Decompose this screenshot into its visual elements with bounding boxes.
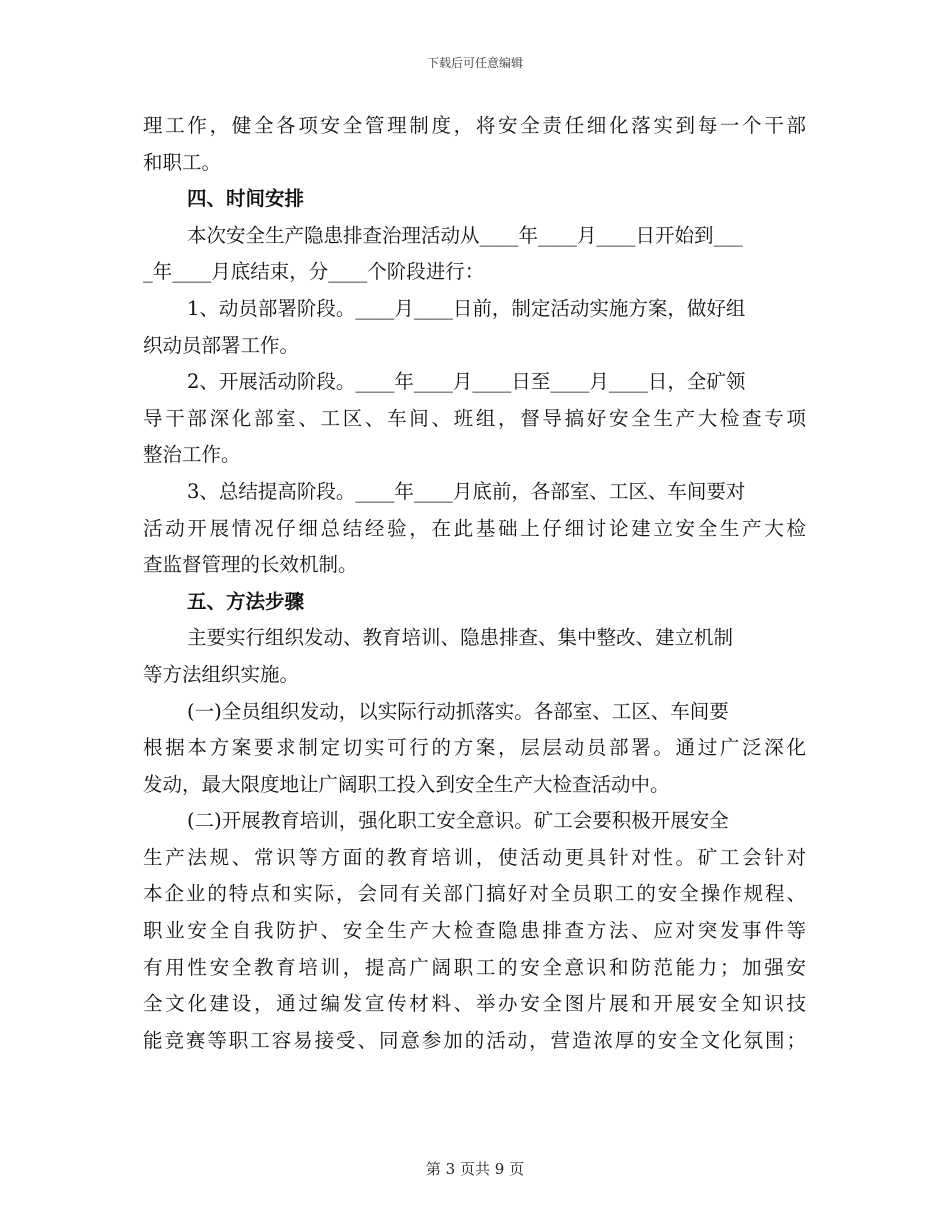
text-line: 职业安全自我防护、安全生产大检查隐患排查方法、应对突发事件等 (143, 919, 806, 943)
text-line: (一)全员组织发动，以实际行动抓落实。各部室、工区、车间要 (187, 699, 729, 723)
text-line: 本企业的特点和实际，会同有关部门搞好对全员职工的安全操作规程、 (143, 882, 806, 906)
page-footer: 第 3 页共 9 页 (425, 1160, 525, 1178)
text-line: 3、总结提高阶段。____年____月底前，各部室、工区、车间要对 (187, 479, 746, 503)
text-line: 理工作，健全各项安全管理制度，将安全责任细化落实到每一个干部 (143, 114, 806, 137)
text-line: 整治工作。 (143, 443, 241, 467)
text-line: 生产法规、常识等方面的教育培训，使活动更具针对性。矿工会针对 (143, 845, 806, 869)
text-line: 等方法组织实施。 (143, 662, 300, 686)
text-line: 织动员部署工作。 (143, 333, 300, 357)
section-heading: 五、方法步骤 (187, 589, 305, 613)
text-line: 活动开展情况仔细总结经验，在此基础上仔细讨论建立安全生产大检 (143, 516, 806, 540)
text-line: _年____月底结束，分____个阶段进行： (143, 260, 485, 284)
text-line: (二)开展教育培训，强化职工安全意识。矿工会要积极开展安全 (187, 809, 729, 833)
page-header: 下载后可任意编辑 (426, 56, 523, 70)
document-body (143, 108, 806, 1059)
text-line: 有用性安全教育培训，提高广阔职工的安全意识和防范能力；加强安 (143, 955, 806, 979)
text-line: 发动，最大限度地让广阔职工投入到安全生产大检查活动中。 (143, 772, 670, 796)
text-line: 根据本方案要求制定切实可行的方案，层层动员部署。通过广泛深化 (143, 736, 806, 760)
text-line: 能竞赛等职工容易接受、同意参加的活动，营造浓厚的安全文化氛围； (143, 1028, 806, 1052)
text-line: 和职工。 (143, 150, 222, 174)
section-heading: 四、时间安排 (187, 187, 305, 211)
text-line: 2、开展活动阶段。____年____月____日至____月____日，全矿领 (187, 370, 746, 394)
text-line: 全文化建设，通过编发宣传材料、举办安全图片展和开展安全知识技 (143, 992, 806, 1016)
text-line: 查监督管理的长效机制。 (143, 553, 358, 577)
text-line: 1、动员部署阶段。____月____日前，制定活动实施方案，做好组 (187, 296, 746, 320)
text-line: 导干部深化部室、工区、车间、班组，督导搞好安全生产大检查专项 (143, 406, 806, 430)
text-line: 本次安全生产隐患排查治理活动从____年____月____日开始到___ (187, 223, 743, 247)
text-line: 主要实行组织发动、教育培训、隐患排查、集中整改、建立机制 (187, 626, 734, 650)
